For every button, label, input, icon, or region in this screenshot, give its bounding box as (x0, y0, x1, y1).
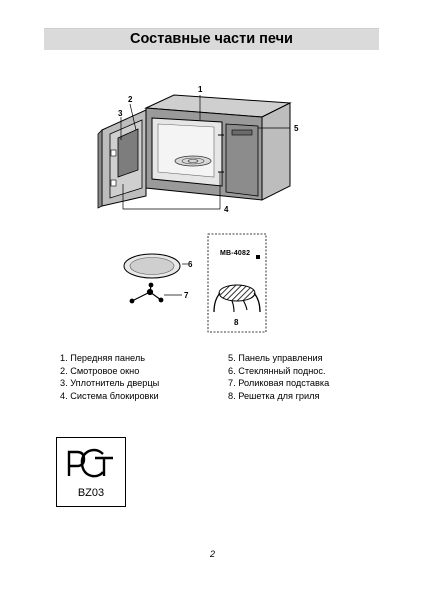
certification-code: BZ03 (77, 487, 105, 499)
certification-mark (56, 437, 126, 507)
legend-item: 4. Система блокировки (60, 390, 159, 401)
callout-7: 7 (184, 291, 189, 300)
callout-6: 6 (188, 260, 193, 269)
grill-rack (214, 285, 260, 312)
roller-support (130, 283, 163, 303)
legend-item: 8. Решетка для гриля (228, 390, 320, 401)
legend-item: 7. Роликовая подставка (228, 378, 330, 389)
grill-rack-model: MB-4082 (220, 250, 251, 257)
oven-body (146, 95, 290, 200)
parts-legend-right (228, 352, 329, 402)
callout-1: 1 (198, 85, 203, 94)
callout-4: 4 (224, 205, 229, 214)
legend-item: 3. Уплотнитель дверцы (60, 378, 160, 389)
glass-tray (124, 254, 180, 278)
legend-item: 6. Стеклянный поднос. (228, 365, 326, 376)
callout-2: 2 (128, 95, 133, 104)
oven-door (98, 110, 146, 208)
page-title: Составные части печи (130, 31, 293, 47)
legend-item: 5. Панель управления (228, 353, 323, 363)
callout-3: 3 (118, 109, 123, 118)
gost-r-logo-icon (57, 438, 125, 488)
callout-8: 8 (234, 318, 239, 327)
model-stamp-icon (256, 255, 260, 259)
callout-5: 5 (294, 124, 299, 133)
legend-item: 1. Передняя панель (60, 353, 145, 363)
legend-item: 2. Смотровое окно (60, 365, 140, 376)
page-number: 2 (209, 549, 215, 559)
parts-legend-left (60, 352, 159, 402)
